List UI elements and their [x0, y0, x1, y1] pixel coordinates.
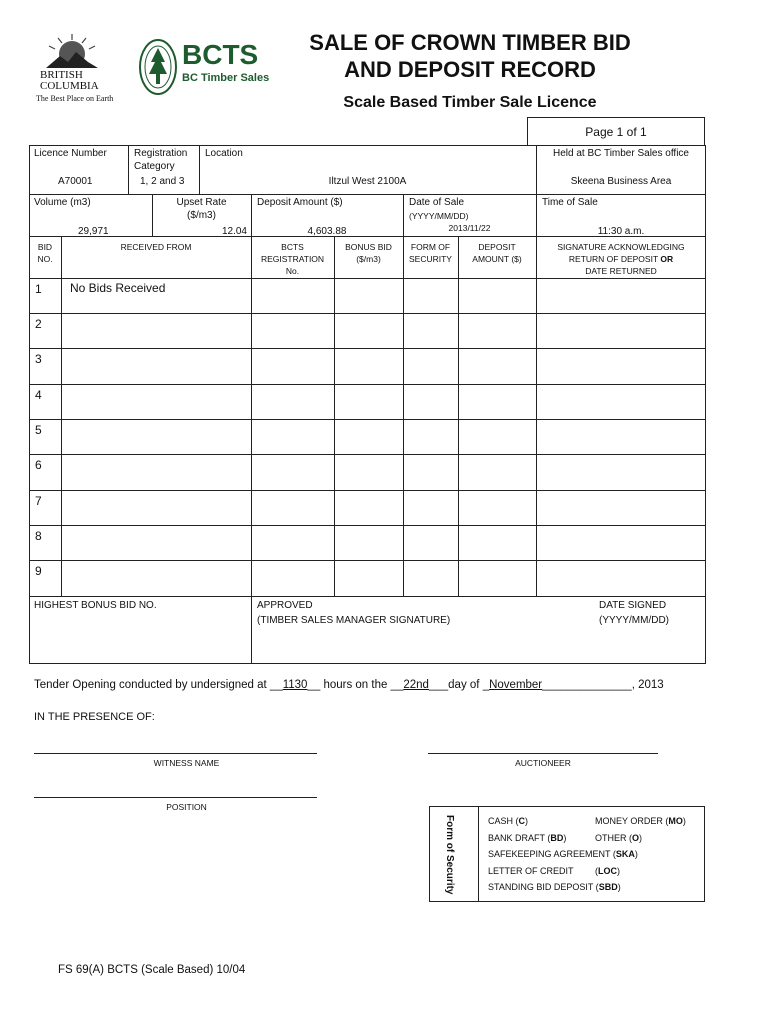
licence-label: Licence Number	[34, 148, 107, 159]
subtitle: Scale Based Timber Sale Licence	[343, 94, 597, 111]
cash-label: CASH (	[488, 816, 519, 826]
security-row-3	[488, 846, 703, 863]
held-label: Held at BC Timber Sales office	[553, 148, 689, 159]
reg-cat-value: 1, 2 and 3	[140, 176, 185, 187]
security-row-5	[488, 879, 703, 896]
col-sig2a: RETURN OF DEPOSIT	[568, 254, 661, 264]
table-row-num: 3	[35, 352, 42, 366]
reg-cat-label1: Registration	[134, 148, 188, 159]
col-bcts-registration	[251, 241, 334, 277]
date-value: 2013/11/22	[448, 223, 491, 233]
reg-cat-label2: Category	[134, 161, 175, 172]
letter-of-credit-label: LETTER OF CREDIT	[488, 865, 574, 876]
upset-label1: Upset Rate	[176, 197, 227, 208]
money-order-label: MONEY ORDER (	[595, 816, 669, 826]
col-signature	[536, 241, 706, 277]
table-row-num: 6	[35, 458, 42, 472]
table-row-num: 4	[35, 388, 42, 402]
table-row-num: 8	[35, 529, 42, 543]
time-label: Time of Sale	[542, 197, 598, 208]
bcts-seal-icon	[138, 38, 178, 96]
col-sig1: SIGNATURE ACKNOWLEDGING	[557, 242, 685, 252]
bank-draft-code: BD	[550, 832, 564, 843]
bc-logo-line2: COLUMBIA	[40, 80, 99, 92]
witness-name-label: WITNESS NAME	[153, 758, 220, 768]
presence-label: IN THE PRESENCE OF:	[34, 711, 155, 723]
tender-mid2: day of	[448, 679, 483, 691]
security-row-1	[488, 813, 703, 830]
bc-logo	[30, 32, 114, 107]
other-label: OTHER (	[595, 832, 632, 843]
col-bcts3: No.	[285, 266, 300, 276]
tender-hours[interactable]: 1130	[282, 679, 308, 691]
upset-label	[152, 196, 251, 222]
col-sig2b: OR	[660, 254, 674, 264]
col-sig2	[536, 253, 706, 265]
col-bcts2: REGISTRATION	[260, 254, 325, 264]
col-bonus2: ($/m3)	[356, 254, 381, 264]
page-number: Page 1 of 1	[585, 125, 647, 139]
held-value: Skeena Business Area	[570, 176, 672, 187]
location-label: Location	[205, 148, 243, 159]
bc-logo-tagline: The Best Place on Earth	[36, 94, 114, 103]
table-row-num: 2	[35, 317, 42, 331]
bcts-logo	[138, 38, 268, 98]
table-row-num: 7	[35, 494, 42, 508]
col-bid2: NO.	[37, 254, 53, 264]
money-order-code: MO	[668, 816, 683, 826]
form-of-security-box	[429, 806, 705, 902]
standing-bid-close: )	[617, 882, 621, 892]
col-deposit1: DEPOSIT	[478, 242, 516, 252]
safekeeping-label: SAFEKEEPING AGREEMENT (	[488, 849, 616, 859]
table-row-num: 5	[35, 423, 42, 437]
col-bid-no	[29, 241, 61, 265]
bcts-logo-sub: BC Timber Sales	[182, 72, 270, 84]
col-bonus-bid	[334, 241, 403, 265]
volume-label: Volume (m3)	[34, 197, 91, 208]
cash-code: C	[518, 816, 526, 826]
standing-bid-code: SBD	[598, 882, 618, 892]
licence-value: A70001	[58, 176, 93, 187]
location-value: Iltzul West 2100A	[328, 176, 407, 187]
tender-mid1: hours on the	[320, 679, 391, 691]
bc-logo-line1: BRITISH	[40, 69, 83, 81]
other-close: )	[639, 832, 643, 843]
upset-value: 12.04	[221, 226, 247, 237]
bc-sun-icon	[42, 32, 102, 70]
safekeeping-code: SKA	[615, 849, 635, 859]
page-box	[527, 117, 705, 145]
date-signed-label1: DATE SIGNED	[599, 600, 667, 611]
security-row-4: LETTER OF CREDIT (LOC)	[488, 865, 620, 876]
letter-of-credit-code: LOC	[598, 865, 617, 876]
letter-of-credit-close: )	[617, 865, 620, 876]
deposit-label: Deposit Amount ($)	[257, 197, 343, 208]
tender-prefix: Tender Opening conducted by undersigned at	[34, 679, 270, 691]
security-row-2	[488, 830, 703, 847]
table-row-num: 1	[35, 282, 42, 296]
date-format: (YYYY/MM/DD)	[409, 211, 469, 221]
bank-draft-label: BANK DRAFT (	[488, 832, 551, 843]
col-bid1: BID	[37, 242, 53, 252]
col-bonus1: BONUS BID	[345, 242, 392, 252]
tender-month[interactable]: November	[489, 679, 543, 691]
table-row-received[interactable]: No Bids Received	[70, 281, 166, 295]
deposit-value: 4,603.88	[307, 226, 347, 237]
time-value: 11:30 a.m.	[597, 226, 645, 237]
reg-cat-label	[134, 147, 187, 173]
approved-label	[257, 599, 450, 627]
other-code: O	[632, 832, 640, 843]
approved-label1: APPROVED	[257, 600, 313, 611]
title-line2: AND DEPOSIT RECORD	[344, 57, 596, 82]
volume-value: 29,971	[78, 226, 109, 237]
date-signed-label2: (YYYY/MM/DD)	[599, 615, 669, 626]
bcts-logo-text: BCTS	[182, 39, 259, 70]
standing-bid-label: STANDING BID DEPOSIT (	[488, 882, 599, 892]
tender-suffix: , 2013	[631, 679, 664, 691]
col-deposit-amount	[458, 241, 536, 265]
col-deposit2: AMOUNT ($)	[472, 254, 522, 264]
safekeeping-close: )	[634, 849, 638, 859]
title-line1: SALE OF CROWN TIMBER BID	[309, 30, 631, 55]
date-signed-label	[599, 599, 669, 627]
col-form2: SECURITY	[409, 254, 452, 264]
tender-statement: Tender Opening conducted by undersigned at __1130__ hours on the __22nd___day of _November______________, 2013	[34, 679, 664, 691]
approved-label2: (TIMBER SALES MANAGER SIGNATURE)	[257, 615, 451, 626]
bank-draft-close: )	[563, 832, 567, 843]
col-sig3: DATE RETURNED	[585, 266, 657, 276]
position-label: POSITION	[166, 802, 207, 812]
col-form-of-security	[403, 241, 458, 265]
col-received-from: RECEIVED FROM	[120, 242, 192, 252]
table-row-num: 9	[35, 564, 42, 578]
col-form1: FORM OF	[410, 242, 451, 252]
cash-close: )	[525, 816, 529, 826]
date-label: Date of Sale	[409, 197, 465, 208]
upset-label2: ($/m3)	[187, 210, 216, 221]
form-of-security-side-label: Form of Security	[444, 815, 455, 895]
col-bcts1: BCTS	[281, 242, 304, 252]
form-id-footer: FS 69(A) BCTS (Scale Based) 10/04	[58, 964, 246, 976]
highest-bonus-bid-label: HIGHEST BONUS BID NO.	[34, 600, 157, 611]
auctioneer-label: AUCTIONEER	[515, 758, 571, 768]
tender-day[interactable]: 22nd	[403, 679, 429, 691]
money-order-close: )	[682, 816, 686, 826]
